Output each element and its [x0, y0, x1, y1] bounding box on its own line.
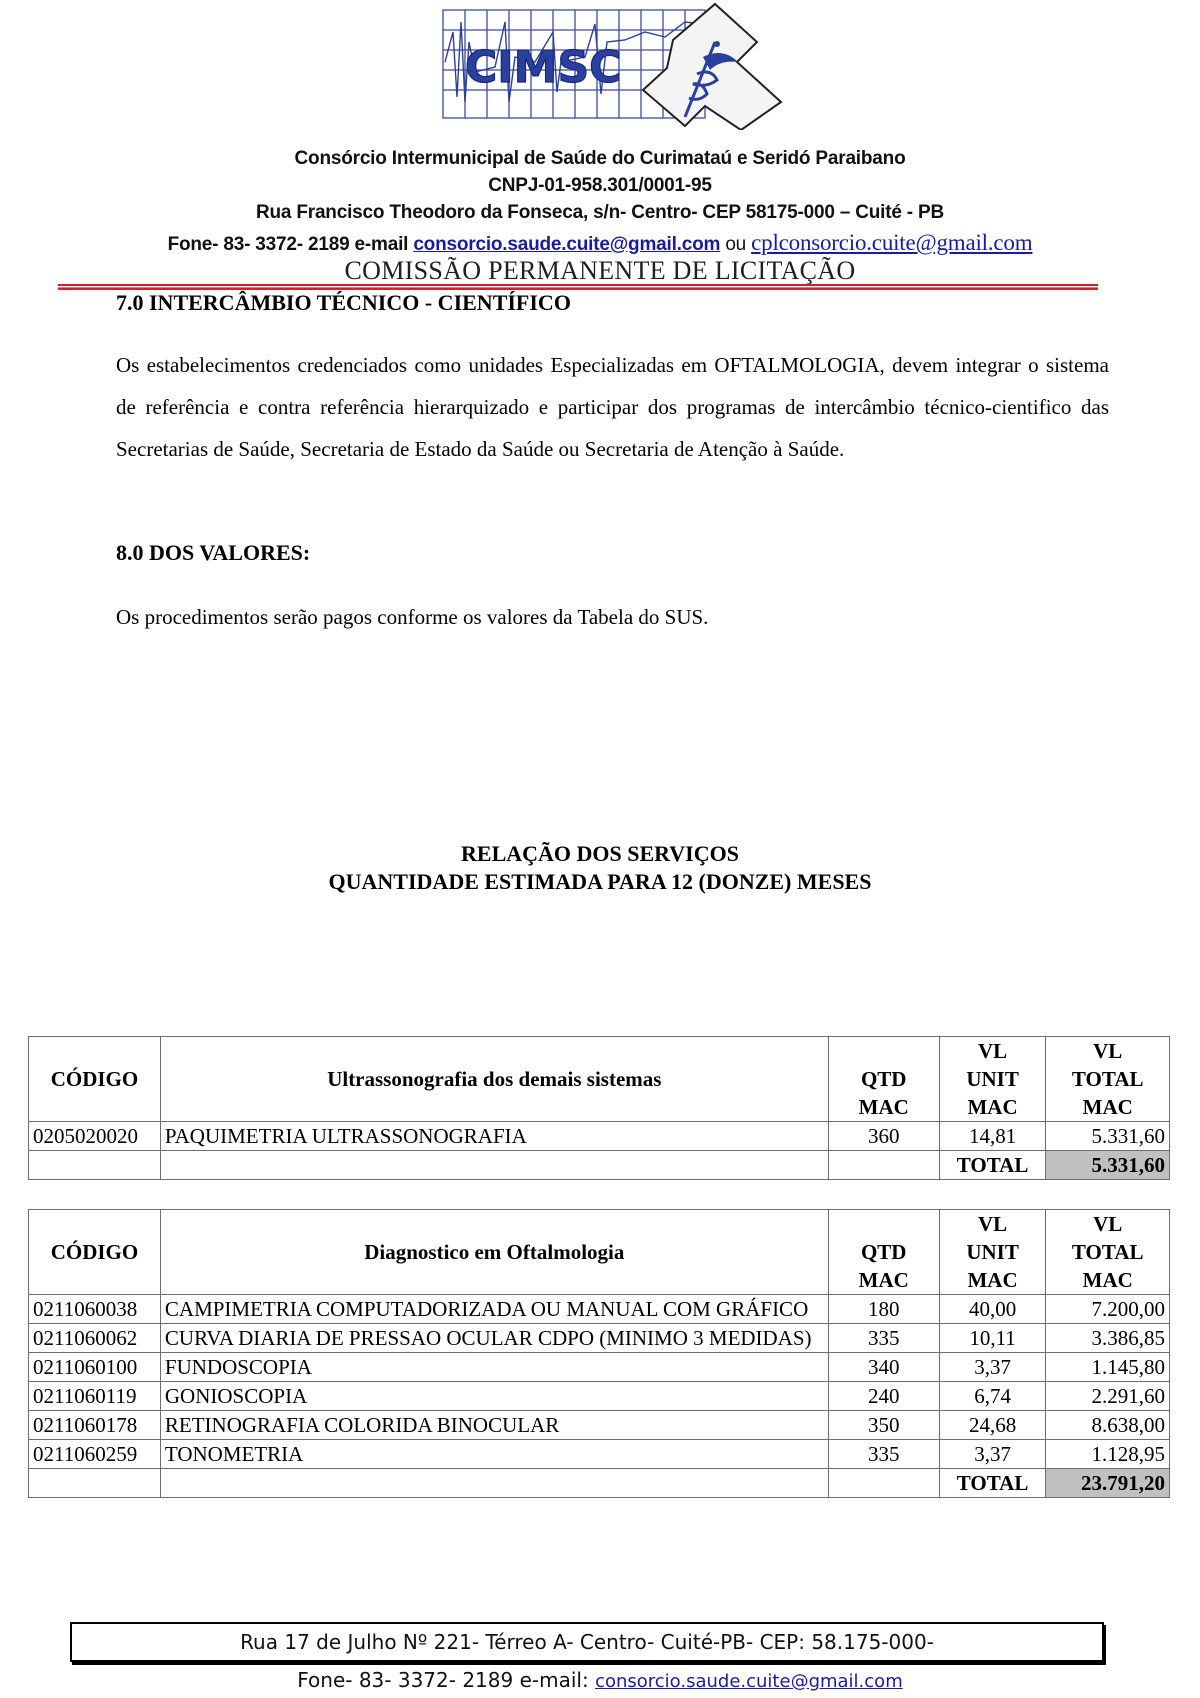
cell-desc: CAMPIMETRIA COMPUTADORIZADA OU MANUAL COM GRÁFICO: [160, 1295, 828, 1324]
cell-qtd: 240: [828, 1382, 939, 1411]
total-label: TOTAL: [939, 1151, 1046, 1180]
organization-name: Consórcio Intermunicipal de Saúde do Curimataú e Seridó Paraibano: [294, 148, 906, 169]
cell-unit: 24,68: [939, 1411, 1046, 1440]
cell-total: 5.331,60: [1046, 1122, 1170, 1151]
logo-text: CIMSC: [465, 42, 622, 93]
cell-unit: 3,37: [939, 1440, 1046, 1469]
commission-title: COMISSÃO PERMANENTE DE LICITAÇÃO: [344, 256, 856, 285]
footer-contact: [0, 1668, 1200, 1692]
table-total-row: [29, 1469, 1170, 1498]
cell-total: 8.638,00: [1046, 1411, 1170, 1440]
header-unit-value: VL UNIT MAC: [939, 1210, 1046, 1295]
cell-empty: [160, 1469, 828, 1498]
cell-qtd: 180: [828, 1295, 939, 1324]
header-address: Rua Francisco Theodoro da Fonseca, s/n- Centro- CEP 58175-000 – Cuité - PB: [255, 202, 945, 223]
header-qtd: QTD MAC: [828, 1037, 939, 1122]
cell-code: 0211060259: [29, 1440, 161, 1469]
section-8-body: Os procedimentos serão pagos conforme os valores da Tabela do SUS.: [116, 605, 709, 629]
cell-empty: [160, 1151, 828, 1180]
cell-desc: FUNDOSCOPIA: [160, 1353, 828, 1382]
cell-unit: 40,00: [939, 1295, 1046, 1324]
services-subtitle: QUANTIDADE ESTIMADA PARA 12 (DONZE) MESES: [328, 869, 872, 894]
table-total-row: [29, 1151, 1170, 1180]
cell-total: 2.291,60: [1046, 1382, 1170, 1411]
cell-total: 1.128,95: [1046, 1440, 1170, 1469]
table-row: [29, 1382, 1170, 1411]
cell-qtd: 340: [828, 1353, 939, 1382]
cell-qtd: 350: [828, 1411, 939, 1440]
cell-code: 0211060119: [29, 1382, 161, 1411]
cell-empty: [828, 1151, 939, 1180]
services-table-ophthalmology: [28, 1209, 1170, 1498]
cell-code: 0205020020: [29, 1122, 161, 1151]
cell-desc: RETINOGRAFIA COLORIDA BINOCULAR: [160, 1411, 828, 1440]
cell-unit: 3,37: [939, 1353, 1046, 1382]
services-table-ultrasound: [28, 1036, 1170, 1180]
header-total-value: VL TOTAL MAC: [1046, 1037, 1170, 1122]
cnpj: CNPJ-01-958.301/0001-95: [488, 175, 712, 196]
footer-phone: Fone- 83- 3372- 2189 e-mail:: [297, 1668, 596, 1692]
cell-unit: 10,11: [939, 1324, 1046, 1353]
footer-address-box: Rua 17 de Julho Nº 221- Térreo A- Centro- Cuité-PB- CEP: 58.175-000-: [70, 1622, 1104, 1662]
header-qtd: QTD MAC: [828, 1210, 939, 1295]
footer-email-link[interactable]: consorcio.saude.cuite@gmail.com: [595, 1671, 903, 1692]
cell-desc: CURVA DIARIA DE PRESSAO OCULAR CDPO (MINIMO 3 MEDIDAS): [160, 1324, 828, 1353]
cell-desc: GONIOSCOPIA: [160, 1382, 828, 1411]
header-contact: [0, 230, 1200, 256]
header-code: CÓDIGO: [29, 1210, 161, 1295]
cell-code: 0211060038: [29, 1295, 161, 1324]
table-row: [29, 1411, 1170, 1440]
header-group: Diagnostico em Oftalmologia: [160, 1210, 828, 1295]
cell-code: 0211060062: [29, 1324, 161, 1353]
cell-total: 3.386,85: [1046, 1324, 1170, 1353]
cell-total: 1.145,80: [1046, 1353, 1170, 1382]
total-value: 23.791,20: [1046, 1469, 1170, 1498]
table-row: [29, 1440, 1170, 1469]
cell-empty: [29, 1469, 161, 1498]
header-unit-value: VL UNIT MAC: [939, 1037, 1046, 1122]
cell-desc: PAQUIMETRIA ULTRASSONOGRAFIA: [160, 1122, 828, 1151]
cell-qtd: 335: [828, 1440, 939, 1469]
header-code: CÓDIGO: [29, 1037, 161, 1122]
cell-empty: [29, 1151, 161, 1180]
cell-unit: 14,81: [939, 1122, 1046, 1151]
table-row: [29, 1295, 1170, 1324]
table-header-row: [29, 1210, 1170, 1295]
cell-qtd: 360: [828, 1122, 939, 1151]
table-row: [29, 1324, 1170, 1353]
cell-unit: 6,74: [939, 1382, 1046, 1411]
cell-qtd: 335: [828, 1324, 939, 1353]
header-total-value: VL TOTAL MAC: [1046, 1210, 1170, 1295]
services-title: RELAÇÃO DOS SERVIÇOS: [461, 841, 739, 866]
or-word: ou: [720, 234, 752, 255]
table-header-row: [29, 1037, 1170, 1122]
table-row: [29, 1122, 1170, 1151]
header-group: Ultrassonografia dos demais sistemas: [160, 1037, 828, 1122]
cell-total: 7.200,00: [1046, 1295, 1170, 1324]
cell-code: 0211060178: [29, 1411, 161, 1440]
total-value: 5.331,60: [1046, 1151, 1170, 1180]
cimsc-logo: [435, 2, 795, 130]
email-secondary-link[interactable]: cplconsorcio.cuite@gmail.com: [751, 230, 1033, 255]
header-phone: Fone- 83- 3372- 2189 e-mail: [167, 234, 414, 255]
section-7-title: 7.0 INTERCÂMBIO TÉCNICO - CIENTÍFICO: [116, 290, 571, 315]
section-8-title: 8.0 DOS VALORES:: [116, 540, 311, 565]
cell-code: 0211060100: [29, 1353, 161, 1382]
total-label: TOTAL: [939, 1469, 1046, 1498]
cell-empty: [828, 1469, 939, 1498]
table-row: [29, 1353, 1170, 1382]
caduceus-ecg-logo-icon: [435, 2, 795, 130]
email-primary-link[interactable]: consorcio.saude.cuite@gmail.com: [413, 234, 721, 255]
section-7-body: Os estabelecimentos credenciados como unidades Especializadas em OFTALMOLOGIA, devem integrar o sistema de referência e contra referência hierarquizado e participar dos programas de intercâmbio técnico-cientifico das Secretarias de Saúde, Secretaria de Estado da Saúde ou Secretaria de Atenção à Saúde.: [116, 353, 1109, 461]
cell-desc: TONOMETRIA: [160, 1440, 828, 1469]
